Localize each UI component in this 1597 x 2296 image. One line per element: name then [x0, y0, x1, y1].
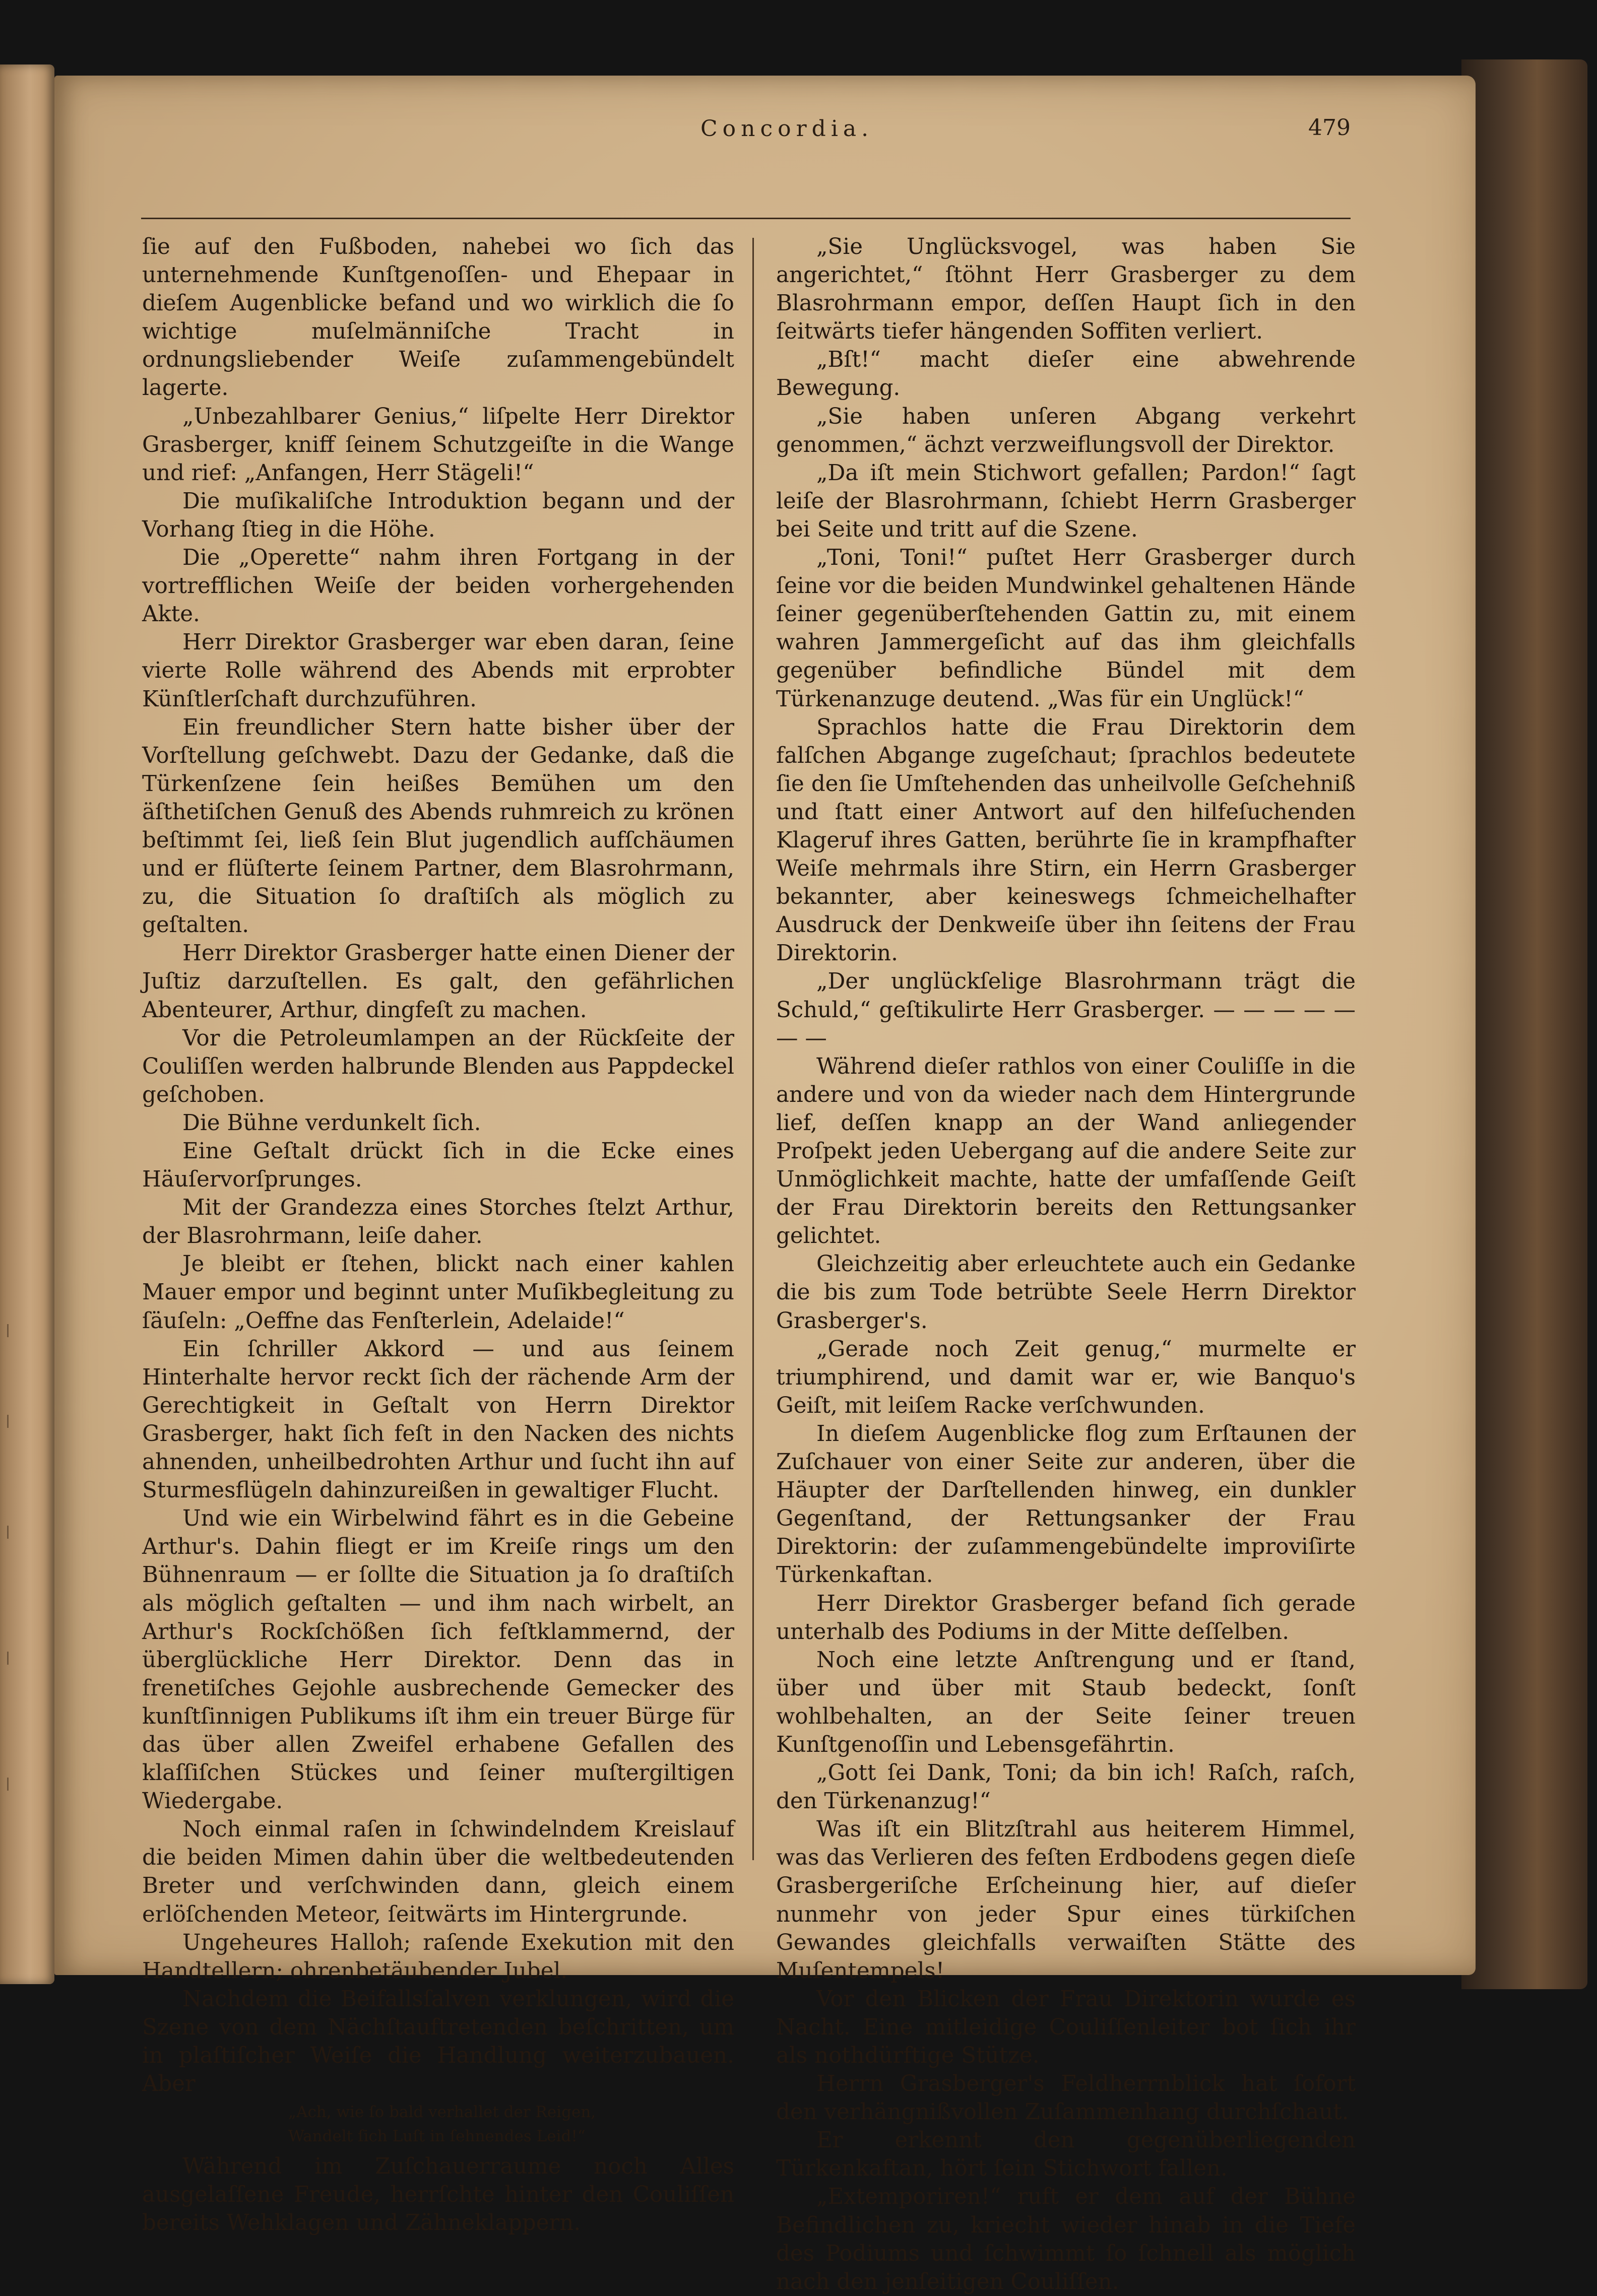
- paragraph: Er erkennt den gegenüberliegenden Türkenkaftan, hört ſein Stichwort fallen.: [776, 2128, 1356, 2182]
- facing-page-mark: [7, 1652, 16, 1665]
- verse-line: Wandelt ſich Luſt in ſehnendes Leid!“: [288, 2127, 586, 2146]
- page-number: 479: [1308, 115, 1351, 141]
- column-divider: [752, 238, 754, 1860]
- running-title: Concordia.: [700, 116, 874, 142]
- verse-line: „Ach, wie ſo bald verhallet der Reigen,: [288, 2103, 596, 2122]
- paragraph: Herr Direktor Grasberger hatte einen Diener der Juſtiz darzuſtellen. Es galt, den gefährlichen Abenteurer, Arthur, dingfeſt zu machen.: [142, 941, 734, 1023]
- paragraph: Herr Direktor Grasberger war eben daran, ſeine vierte Rolle während des Abends mit erprobter Künſtlerſchaft durchzuführen.: [142, 630, 734, 712]
- paragraph: Sprachlos hatte die Frau Direktorin dem falſchen Abgange zugeſchaut; ſprachlos bedeutete ſie den ſie Umſtehenden das unheilvolle Geſchehniß und ſtatt einer Antwort auf den hilfeſuchenden Klageruf ihres Gatten, berührte ſie in krampfhafter Weiſe mehrmals ihre Stirn, ein Herrn Grasberger bekannter, aber keineswegs ſchmeichelhafter Ausdruck der Denkweiſe über ihn ſeitens der Frau Direktorin.: [776, 714, 1356, 966]
- paragraph: „Extemporiren!“ ruft er dem auf der Bühne Befindlichen zu, kriecht wieder hinab in die Tiefe des Podiums und ſchwimmt ſo ſchnell als möglich nach den jenſeitigen Couliſſen.: [776, 2184, 1356, 2294]
- paragraph: Herrn Grasberger's Feldherrnblick hat ſofort den verhängnißvollen Zuſammenhang durchſchaut.: [776, 2071, 1356, 2125]
- paragraph: Was iſt ein Blitzſtrahl aus heiterem Himmel, was das Verlieren des feſten Erdbodens gegen dieſe Grasbergeriſche Erſcheinung hier, auf dieſer nunmehr von jeder Spur eines türkiſchen Gewandes gleichfalls verwaiſten Stätte des Muſentempels!: [776, 1817, 1356, 1984]
- paragraph: Je bleibt er ſtehen, blickt nach einer kahlen Mauer empor und beginnt unter Muſikbegleitung zu ſäuſeln: „Oeffne das Fenſterlein, Adelaide!“: [142, 1252, 734, 1334]
- paragraph: „Unbezahlbarer Genius,“ liſpelte Herr Direktor Grasberger, kniff ſeinem Schutzgeiſte in die Wange und rief: „Anfangen, Herr Stägeli!“: [142, 404, 734, 486]
- facing-page-mark: [7, 1324, 16, 1337]
- paragraph: „Der unglückſelige Blasrohrmann trägt die Schuld,“ geſtikulirte Herr Grasberger. — — — — — — —: [776, 969, 1356, 1051]
- paragraph: Während im Zuſchauerraume noch Alles ausgelaſſene Freude, herrſchte hinter den Couliſſen bereits Wehklagen und Zähneklappern.: [142, 2154, 734, 2236]
- paragraph: Gleichzeitig aber erleuchtete auch ein Gedanke die bis zum Tode betrübte Seele Herrn Direktor Grasberger's.: [776, 1252, 1356, 1334]
- verse-quote: [142, 2100, 734, 2148]
- paragraph: Die muſikaliſche Introduktion begann und der Vorhang ſtieg in die Höhe.: [142, 488, 734, 542]
- facing-page-edge: [0, 64, 54, 1984]
- paragraph: Ungeheures Halloh; raſende Exekution mit den Handtellern; ohrenbetäubender Jubel.: [142, 1930, 734, 1984]
- facing-page-mark: [7, 1415, 16, 1428]
- paragraph: „Sie Unglücksvogel, was haben Sie angerichtet,“ ſtöhnt Herr Grasberger zu dem Blasrohrmann empor, deſſen Haupt ſich in den ſeitwärts tiefer hängenden Soffiten verliert.: [776, 234, 1356, 345]
- paragraph: Und wie ein Wirbelwind fährt es in die Gebeine Arthur's. Dahin fliegt er im Kreiſe rings um den Bühnenraum — er ſollte die Situation ja ſo draſtiſch als möglich geſtalten — und ihm nach wirbelt, an Arthur's Rockſchößen ſich feſtklammernd, der überglückliche Herr Direktor. Denn das in frenetiſches Gejohle ausbrechende Gemecker des kunſtſinnigen Publikums iſt ihm ein treuer Bürge für das über allen Zweifel erhabene Gefallen des klaſſiſchen Stückes und ſeiner muſtergiltigen Wiedergabe.: [142, 1506, 734, 1814]
- right-column: [776, 233, 1356, 2296]
- paragraph: In dieſem Augenblicke flog zum Erſtaunen der Zuſchauer von einer Seite zur anderen, über die Häupter der Darſtellenden hinweg, ein dunkler Gegenſtand, der Rettungsanker der Frau Direktorin: der zuſammengebündelte improviſirte Türkenkaftan.: [776, 1421, 1356, 1588]
- page-header: [81, 111, 1351, 151]
- paragraph: Ein ſchriller Akkord — und aus ſeinem Hinterhalte hervor reckt ſich der rächende Arm der Gerechtigkeit in Geſtalt von Herrn Direktor Grasberger, hakt ſich feſt in den Nacken des nichts ahnenden, unheilbedrohten Arthur und ſucht ihn auf Sturmesflügeln dahinzureißen in gewaltiger Flucht.: [142, 1336, 734, 1503]
- paragraph: Noch eine letzte Anſtrengung und er ſtand, über und über mit Staub bedeckt, ſonſt wohlbehalten, an der Seite ſeiner treuen Kunſtgenoſſin und Lebensgefährtin.: [776, 1647, 1356, 1757]
- header-rule: [141, 218, 1351, 219]
- facing-page-mark: [7, 1526, 16, 1539]
- paragraph: „Gerade noch Zeit genug,“ murmelte er triumphirend, und damit war er, wie Banquo's Geiſt, mit leiſem Racke verſchwunden.: [776, 1336, 1356, 1418]
- paragraph: „Da iſt mein Stichwort gefallen; Pardon!“ ſagt leiſe der Blasrohrmann, ſchiebt Herrn Grasberger bei Seite und tritt auf die Szene.: [776, 460, 1356, 542]
- book-cover-edge: [1461, 59, 1587, 1989]
- paragraph: Vor die Petroleumlampen an der Rückſeite der Couliſſen werden halbrunde Blenden aus Pappdeckel geſchoben.: [142, 1025, 734, 1107]
- paragraph: Eine Geſtalt drückt ſich in die Ecke eines Häuſervorſprunges.: [142, 1139, 734, 1193]
- paragraph: Nachdem die Beifallsſalven verklungen, wird die Szene von dem Nächſtauftretenden beſchritten, um in plaſtiſcher Weiſe die Handlung weiterzubauen. Aber: [142, 1986, 734, 2097]
- paragraph: Vor den Blicken der Frau Direktorin wurde es Nacht. Eine mitleidige Couliſſenleiter bot ſich ihr als nothdürftige Stütze.: [776, 1986, 1356, 2068]
- paragraph: Noch einmal raſen in ſchwindelndem Kreislauf die beiden Mimen dahin über die weltbedeutenden Breter und verſchwinden dann, gleich einem erlöſchenden Meteor, ſeitwärts im Hintergrunde.: [142, 1817, 734, 1927]
- left-column: [142, 233, 734, 2237]
- paragraph: „Gott ſei Dank, Toni; da bin ich! Raſch, raſch, den Türkenanzug!“: [776, 1760, 1356, 1814]
- paragraph: Ein freundlicher Stern hatte bisher über der Vorſtellung geſchwebt. Dazu der Gedanke, daß die Türkenſzene ſein heißes Bemühen um den äſthetiſchen Genuß des Abends ruhmreich zu krönen beſtimmt ſei, ließ ſein Blut jugendlich aufſchäumen und er flüſterte ſeinem Partner, dem Blasrohrmann, zu, die Situation ſo draſtiſch als möglich zu geſtalten.: [142, 714, 734, 938]
- paragraph: „Toni, Toni!“ puſtet Herr Grasberger durch ſeine vor die beiden Mundwinkel gehaltenen Hände ſeiner gegenüberſtehenden Gattin zu, mit einem wahren Jammergeſicht auf das ihm gleichfalls gegenüber befindliche Bündel mit dem Türkenanzuge deutend. „Was für ein Unglück!“: [776, 545, 1356, 712]
- paragraph: Die Bühne verdunkelt ſich.: [182, 1110, 481, 1136]
- paragraph: „Sie haben unſeren Abgang verkehrt genommen,“ ächzt verzweiflungsvoll der Direktor.: [776, 404, 1356, 457]
- paragraph: Während dieſer rathlos von einer Couliſſe in die andere und von da wieder nach dem Hintergrunde lief, deſſen knapp an der Wand anliegender Proſpekt jeden Uebergang auf die andere Seite zur Unmöglichkeit machte, hatte der umfaſſende Geiſt der Frau Direktorin bereits den Rettungsanker gelichtet.: [776, 1054, 1356, 1249]
- facing-page-mark: [7, 1778, 16, 1791]
- paragraph: „Bſt!“ macht dieſer eine abwehrende Bewegung.: [776, 347, 1356, 401]
- paragraph: Die „Operette“ nahm ihren Fortgang in der vortrefflichen Weiſe der beiden vorhergehenden Akte.: [142, 545, 734, 627]
- paragraph: Herr Direktor Grasberger befand ſich gerade unterhalb des Podiums in der Mitte deſſelben.: [776, 1591, 1356, 1645]
- paragraph: Mit der Grandezza eines Storches ſtelzt Arthur, der Blasrohrmann, leiſe daher.: [142, 1195, 734, 1249]
- paragraph: ſie auf den Fußboden, nahebei wo ſich das unternehmende Kunſtgenoſſen- und Ehepaar in dieſem Augenblicke befand und wo wirklich die ſo wichtige muſelmänniſche Tracht in ordnungsliebender Weiſe zuſammengebündelt lagerte.: [142, 234, 734, 401]
